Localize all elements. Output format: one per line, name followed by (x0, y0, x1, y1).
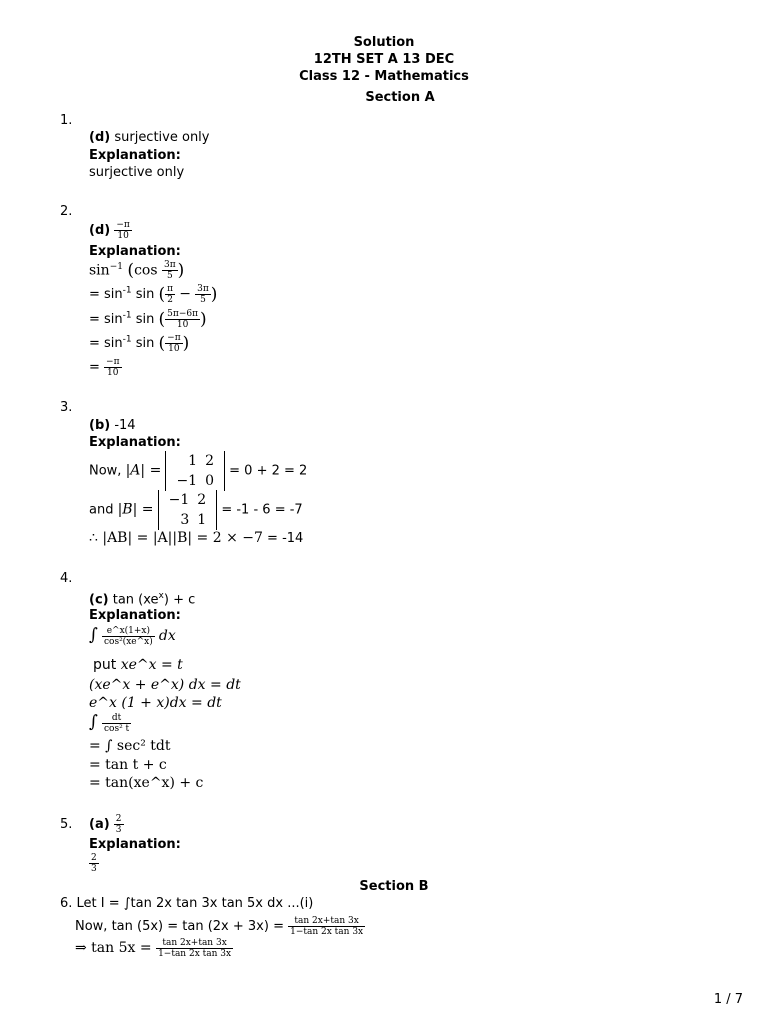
q6-line-3: ⇒ tan 5x = $\frac{\tan 2x+\tan 3x}{\text{1−tan 2x tan 3x}}$ (75, 938, 232, 959)
q4-line-8: = tan(xe^x) + c (89, 775, 204, 791)
q3-det-a-line: Now, |A| = 1 2 −1 0 = 0 + 2 = 2 (89, 453, 308, 489)
q4-line-7: = tan t + c (89, 757, 167, 773)
q2-line-2: = $\sin^{-1} \sin$ ( $\frac{\pi}{2}$ − $\frac{3\pi}{5}$ ) (89, 284, 218, 305)
q4-line-6: = ∫ sec² tdt (89, 738, 171, 754)
q1-number: 1. (60, 113, 73, 128)
q2-option: (d) (89, 223, 111, 238)
set-name: 12TH SET A 13 DEC (313, 52, 455, 67)
q4-line-1: ∫ $\frac{e\^{}x(1+x)}{\text{cos²(xe\textasciicircum{}x)}}$ dx (89, 625, 176, 647)
q2-line-3: = $\sin^{-1} \sin$ ( $\frac{5\pi-6\pi}{10}$ ) (89, 309, 207, 330)
q3-result-line: ∴ |AB| = |A||B| = 2 × −7 = -14 (89, 530, 304, 546)
page-number: 1 / 7 (713, 992, 743, 1007)
q5-option: (a) (89, 817, 110, 832)
q3-option: (b) (89, 418, 111, 433)
q3-explanation-label: Explanation: (89, 435, 181, 450)
matrix-b: −1 2 3 1 (158, 490, 218, 530)
q5-explanation-label: Explanation: (89, 837, 181, 852)
q3-answer-text: -14 (114, 418, 136, 433)
q1-answer (89, 130, 210, 145)
q4-line-2: put xe^x = t (93, 657, 183, 673)
q5-explanation-fraction: $\frac{2}{3}$ (91, 853, 97, 874)
q5-answer: (a) $\frac{2}{3}$ (89, 814, 122, 835)
matrix-a: 1 2 −1 0 (165, 451, 225, 491)
q4-option: (c) (89, 592, 109, 608)
q2-line-4: = $\sin^{-1} \sin$ ( $\frac{-\pi}{10}$ ) (89, 333, 190, 354)
q1-explanation-text: surjective only (89, 165, 185, 180)
q2-line-1: $\sin^{-1} (\cos$ $\frac{3\pi}{5}$ ) (89, 260, 185, 281)
q2-line-5: = $\frac{-\pi}{10}$ (89, 357, 120, 378)
section-b-heading: Section B (359, 879, 429, 894)
q1-explanation-label: Explanation: (89, 148, 181, 163)
q4-explanation-label: Explanation: (89, 608, 181, 623)
q4-line-3: (xe^x + e^x) dx = dt (89, 677, 241, 693)
q5-number: 5. (60, 817, 73, 832)
q2-explanation-label: Explanation: (89, 244, 181, 259)
class-subject: Class 12 - Mathematics (299, 69, 469, 84)
q4-answer: (c) $\tan (xe^x) + c$ (89, 591, 196, 608)
q1-answer-text: surjective only (114, 130, 210, 145)
q3-number: 3. (60, 400, 73, 415)
section-a-heading: Section A (365, 90, 435, 105)
q6-line-2: Now, tan (5x) = tan (2x + 3x) = $\frac{\tan 2x+\tan 3x}{\text{1−tan 2x tan 3x}}$ (75, 916, 364, 937)
q4-line-4: e^x (1 + x)dx = dt (89, 695, 222, 711)
q2-answer (89, 220, 132, 241)
q6-line-1: 6. Let I = ∫tan 2x tan 3x tan 5x dx ...(i) (60, 896, 314, 911)
q2-number: 2. (60, 204, 73, 219)
q3-answer (89, 418, 136, 433)
q3-det-b-line: and |B| = −1 2 3 1 = -1 - 6 = -7 (89, 492, 303, 528)
document-title: Solution (353, 35, 415, 50)
q4-line-5: ∫ $\frac{dt}{\text{cos² t}}$ (89, 712, 130, 734)
q1-option: (d) (89, 130, 111, 145)
q2-answer-fraction: $\frac{-\pi}{10}$ (116, 220, 130, 241)
q4-number: 4. (60, 571, 73, 586)
